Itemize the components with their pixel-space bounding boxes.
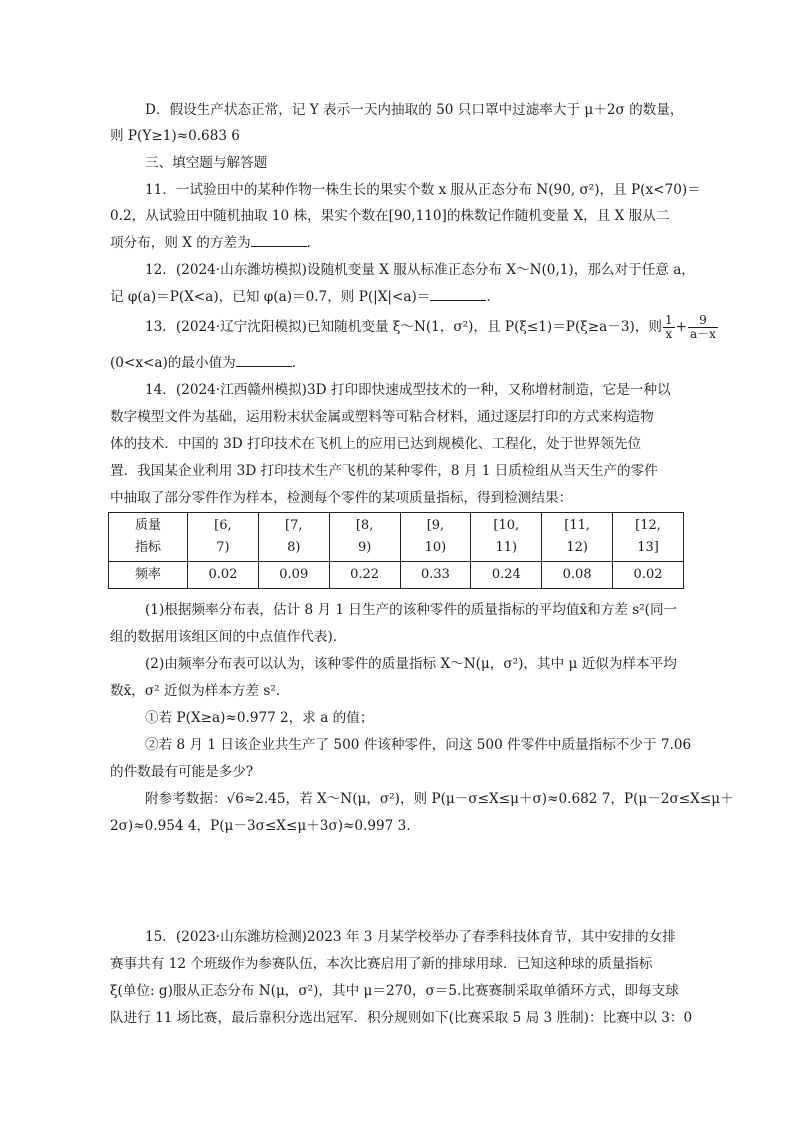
table-cell: 0.02 [188,562,259,589]
answer-blank [236,352,292,367]
q11-line-2: 0.2，从试验田中随机抽取 10 株，果实个数在[90,110]的株数记作随机变量 X，且 X 服从二 [110,208,670,224]
fraction-1-over-x: $\frac{1}{x}$ [664,313,673,341]
q15-line-1: 15．(2023·山东潍坊检测)2023 年 3 月某学校举办了春季科技体育节，其中安排的女排 [145,929,676,945]
table-header-cell: [6, 7) [188,513,259,562]
answer-blank [430,286,486,301]
part1-line-1: (1)根据频率分布表，估计 8 月 1 日生产的该种零件的质量指标的平均值x̄和方差 s²(同一 [145,602,678,618]
reference-line-2: 2σ)≈0.954 4，P(μ－3σ≤X≤μ＋3σ)≈0.997 3. [110,818,411,834]
table-header-cell: 质量 指标 [109,513,188,562]
q15-line-3: ξ(单位: g)服从正态分布 N(μ，σ²)，其中 μ＝270，σ＝5.比赛赛制采取单循环方式，即每支球 [110,983,679,999]
table-cell: 0.09 [258,562,329,589]
table-cell-label: 频率 [109,562,188,589]
table-cell: 0.22 [329,562,400,589]
reference-line-1: 附参考数据：√6≈2.45，若 X～N(μ，σ²)，则 P(μ－σ≤X≤μ＋σ)≈0.682 7，P(μ－2σ≤X≤μ＋ [145,791,734,807]
q11-end: ． [306,235,321,251]
q11-line-1: 11．一试验田中的某种作物一株生长的果实个数 x 服从正态分布 N(90, σ²)，且 P(x<70)＝ [145,182,701,198]
table-header-cell: [8, 9) [329,513,400,562]
q15-line-2: 赛事共有 12 个班级作为参赛队伍，本次比赛启用了新的排球用球．已知这种球的质量指标 [110,956,653,972]
answer-blank [251,232,307,247]
fraction-9-over-a-minus-x: $\frac{9}{a-x}$ [690,313,716,341]
table-cell: 0.24 [471,562,542,589]
table-cell: 0.08 [542,562,613,589]
q13-text-2: (0<x<a)的最小值为 [110,355,236,371]
table-row [109,513,684,562]
q14-line-5: 中抽取了部分零件作为样本，检测每个零件的某项质量指标，得到检测结果： [110,490,573,506]
q14-line-4: 置．我国某企业利用 3D 打印技术生产飞机的某种零件，8 月 1 日质检组从当天生产的零件 [110,463,658,479]
table-header-cell: [11, 12) [542,513,613,562]
q13-line-2 [110,352,305,373]
table-row [109,562,684,589]
part1-line-2: 组的数据用该组区间的中点值作代表)． [110,629,347,645]
q12-line-1: 12．(2024·山东潍坊模拟)设随机变量 X 服从标准正态分布 X～N(0,1)，那么对于任意 a， [145,262,695,278]
table-header-cell: [9, 10) [400,513,471,562]
q13-end: ． [291,355,306,371]
part2-line-1: (2)由频率分布表可以认为，该种零件的质量指标 X～N(μ，σ²)，其中 μ 近似为样本平均 [145,656,677,672]
q15-line-4: 队进行 11 场比赛，最后靠积分选出冠军．积分规则如下(比赛采取 5 局 3 胜制)：比赛中以 3：0 [110,1010,693,1026]
q11-line-3 [110,232,320,253]
plus-sign: + [675,319,687,335]
table-header-cell: [12, 13] [613,513,684,562]
table-header-cell: [7, 8) [258,513,329,562]
q14-line-2: 数字模型文件为基础，运用粉末状金属或塑料等可粘合材料，通过逐层打印的方式来构造物 [110,409,654,425]
part2-line-2: 数x̄，σ² 近似为样本方差 s². [110,683,281,699]
q13-text: 13．(2024·辽宁沈阳模拟)已知随机变量 ξ～N(1，σ²)，且 P(ξ≤1)＝P(ξ≥a－3)，则 [145,319,662,335]
section-heading: 三、填空题与解答题 [145,155,268,171]
option-d-line-1: D．假设生产状态正常，记 Y 表示一天内抽取的 50 只口罩中过滤率大于 μ＋2σ 的数量， [145,102,684,118]
q11-text: 项分布，则 X 的方差为 [110,235,251,251]
q14-line-3: 体的技术．中国的 3D 打印技术在飞机上的应用已达到规模化、工程化，处于世界领先位 [110,436,642,452]
table-cell: 0.02 [613,562,684,589]
sub1-line: ①若 P(X≥a)≈0.977 2，求 a 的值； [145,710,374,726]
sub2-line-2: 的件数最有可能是多少? [110,764,254,780]
option-d-line-2: 则 P(Y≥1)≈0.683 6 [110,128,240,144]
frequency-table [108,512,684,589]
sub2-line-1: ②若 8 月 1 日该企业共生产了 500 件该种零件，问这 500 件零件中质量指标不少于 7.06 [145,737,692,753]
q12-line-2 [110,286,500,307]
q12-end: ． [486,289,500,305]
q13-line-1 [145,314,719,341]
table-header-cell: [10, 11) [471,513,542,562]
q14-line-1: 14．(2024·江西赣州模拟)3D 打印即快速成型技术的一种，又称增材制造，它是一种以 [145,382,671,398]
q12-text: 记 φ(a)＝P(X<a)，已知 φ(a)＝0.7，则 P(|X|<a)＝ [110,289,431,305]
table-cell: 0.33 [400,562,471,589]
